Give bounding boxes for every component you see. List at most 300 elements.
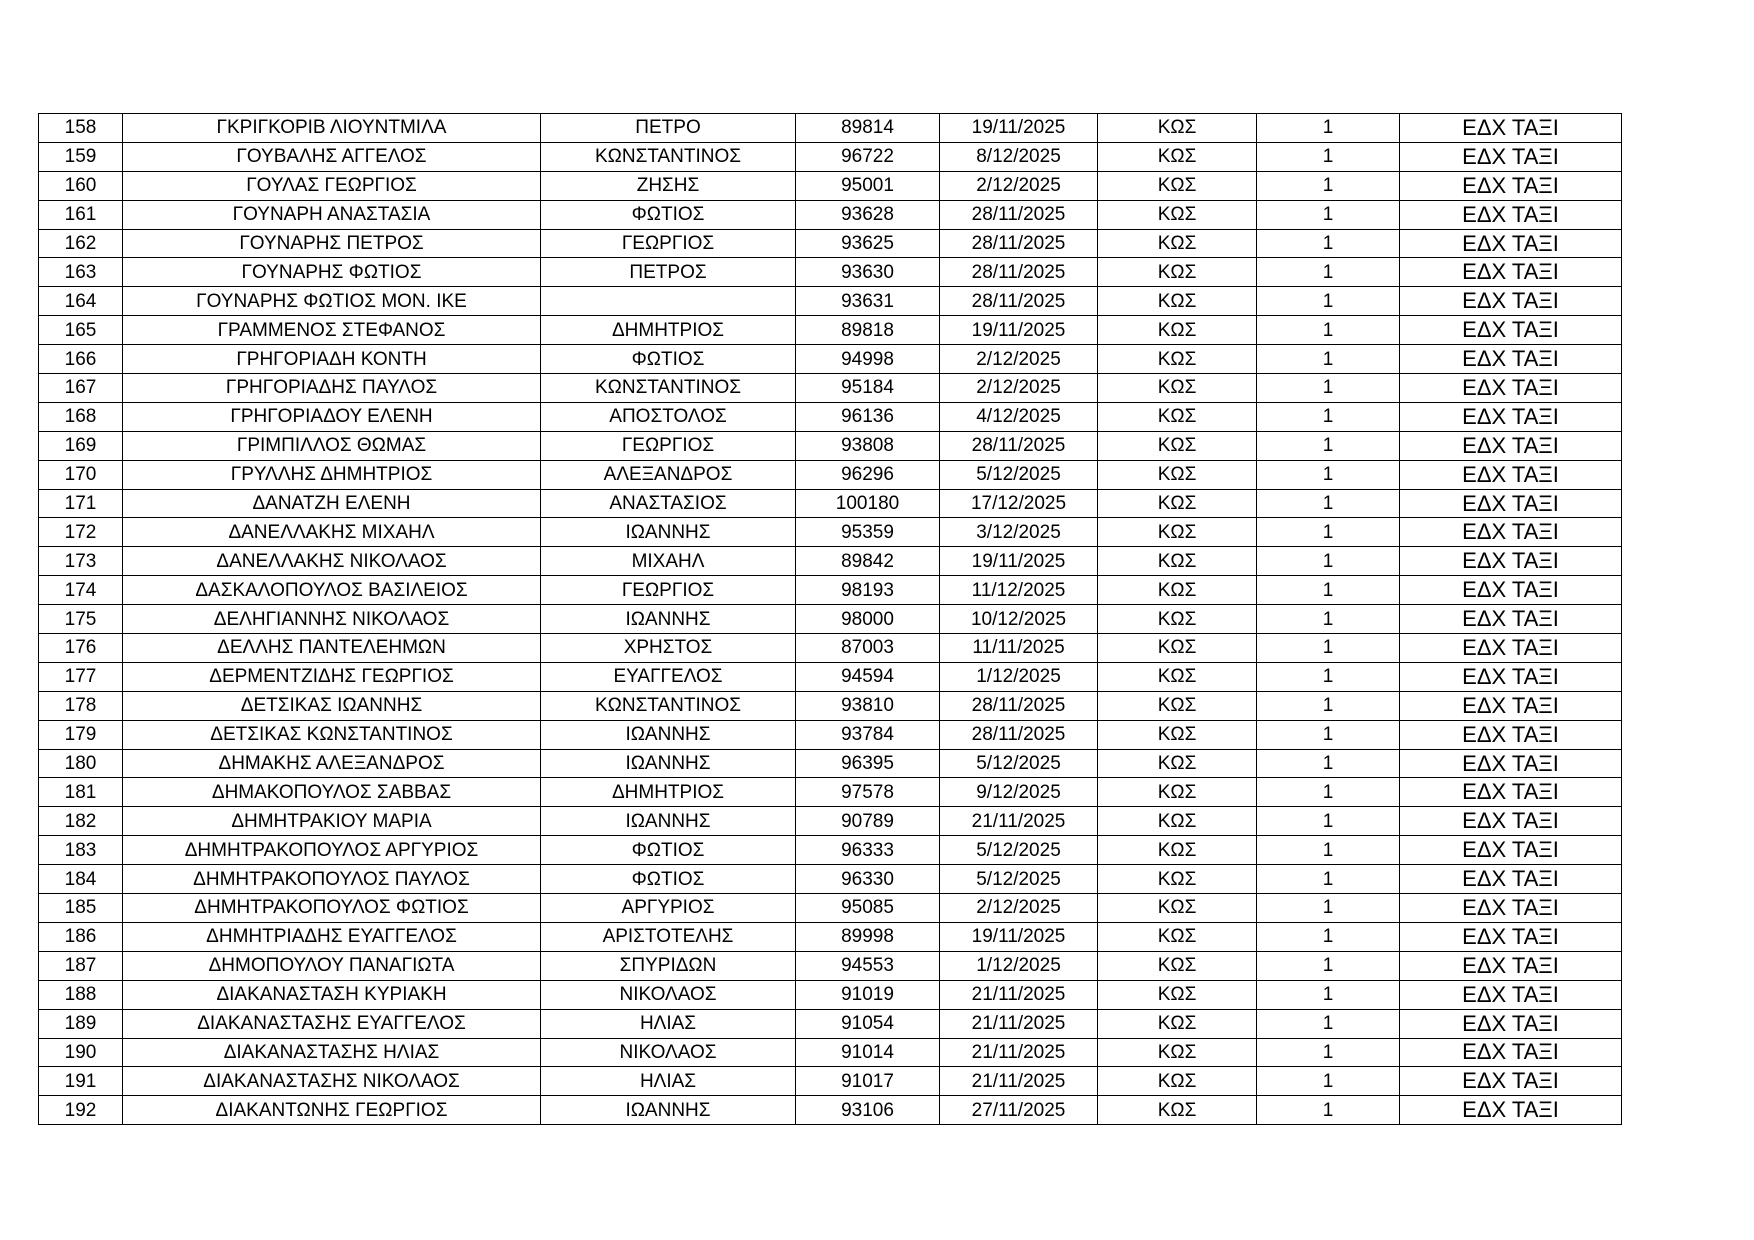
cell-full-name: ΔΗΜΗΤΡΑΚΟΠΟΥΛΟΣ ΑΡΓΥΡΙΟΣ	[123, 836, 541, 865]
cell-full-name: ΔΙΑΚΑΝΑΣΤΑΣΗ ΚΥΡΙΑΚΗ	[123, 980, 541, 1009]
cell-full-name: ΔΕΤΣΙΚΑΣ ΙΩΑΝΝΗΣ	[123, 691, 541, 720]
cell-row-number: 184	[39, 865, 123, 894]
cell-father-name: ΖΗΣΗΣ	[541, 171, 796, 200]
cell-full-name: ΔΑΝΕΛΛΑΚΗΣ ΝΙΚΟΛΑΟΣ	[123, 547, 541, 576]
cell-protocol-number: 89818	[796, 316, 940, 345]
cell-municipality: ΚΩΣ	[1098, 749, 1257, 778]
cell-count: 1	[1257, 200, 1400, 229]
cell-row-number: 171	[39, 489, 123, 518]
cell-count: 1	[1257, 720, 1400, 749]
cell-count: 1	[1257, 431, 1400, 460]
cell-row-number: 183	[39, 836, 123, 865]
cell-municipality: ΚΩΣ	[1098, 1096, 1257, 1125]
cell-municipality: ΚΩΣ	[1098, 894, 1257, 923]
cell-municipality: ΚΩΣ	[1098, 1038, 1257, 1067]
cell-category: ΕΔΧ ΤΑΞΙ	[1400, 258, 1622, 287]
table-row	[39, 634, 1622, 663]
table-row	[39, 171, 1622, 200]
cell-municipality: ΚΩΣ	[1098, 1009, 1257, 1038]
cell-father-name: ΜΙΧΑΗΛ	[541, 547, 796, 576]
cell-father-name: ΚΩΝΣΤΑΝΤΙΝΟΣ	[541, 374, 796, 403]
cell-date: 28/11/2025	[940, 720, 1098, 749]
cell-protocol-number: 98000	[796, 605, 940, 634]
cell-father-name: ΑΛΕΞΑΝΔΡΟΣ	[541, 460, 796, 489]
cell-count: 1	[1257, 316, 1400, 345]
records-table	[38, 113, 1622, 1125]
table-row	[39, 807, 1622, 836]
cell-father-name: ΚΩΝΣΤΑΝΤΙΝΟΣ	[541, 691, 796, 720]
cell-category: ΕΔΧ ΤΑΞΙ	[1400, 316, 1622, 345]
cell-date: 28/11/2025	[940, 200, 1098, 229]
cell-row-number: 177	[39, 662, 123, 691]
table-row	[39, 402, 1622, 431]
cell-row-number: 170	[39, 460, 123, 489]
cell-date: 19/11/2025	[940, 547, 1098, 576]
cell-row-number: 162	[39, 229, 123, 258]
cell-row-number: 188	[39, 980, 123, 1009]
table-row	[39, 518, 1622, 547]
cell-protocol-number: 89998	[796, 922, 940, 951]
cell-full-name: ΓΟΥΝΑΡΗΣ ΦΩΤΙΟΣ ΜΟΝ. ΙΚΕ	[123, 287, 541, 316]
cell-row-number: 192	[39, 1096, 123, 1125]
cell-municipality: ΚΩΣ	[1098, 547, 1257, 576]
table-row	[39, 229, 1622, 258]
cell-date: 28/11/2025	[940, 691, 1098, 720]
cell-count: 1	[1257, 142, 1400, 171]
cell-full-name: ΔΑΝΑΤΖΗ ΕΛΕΝΗ	[123, 489, 541, 518]
cell-protocol-number: 91017	[796, 1067, 940, 1096]
cell-protocol-number: 91054	[796, 1009, 940, 1038]
cell-full-name: ΓΡΗΓΟΡΙΑΔΗ ΚΟΝΤΗ	[123, 345, 541, 374]
table-row	[39, 922, 1622, 951]
cell-father-name: ΧΡΗΣΤΟΣ	[541, 634, 796, 663]
cell-father-name: ΙΩΑΝΝΗΣ	[541, 807, 796, 836]
cell-category: ΕΔΧ ΤΑΞΙ	[1400, 229, 1622, 258]
cell-row-number: 165	[39, 316, 123, 345]
cell-row-number: 178	[39, 691, 123, 720]
cell-row-number: 167	[39, 374, 123, 403]
cell-category: ΕΔΧ ΤΑΞΙ	[1400, 431, 1622, 460]
cell-municipality: ΚΩΣ	[1098, 142, 1257, 171]
cell-protocol-number: 94553	[796, 951, 940, 980]
cell-date: 28/11/2025	[940, 287, 1098, 316]
cell-date: 1/12/2025	[940, 662, 1098, 691]
cell-father-name: ΑΡΙΣΤΟΤΕΛΗΣ	[541, 922, 796, 951]
cell-category: ΕΔΧ ΤΑΞΙ	[1400, 1096, 1622, 1125]
cell-protocol-number: 97578	[796, 778, 940, 807]
cell-municipality: ΚΩΣ	[1098, 778, 1257, 807]
cell-category: ΕΔΧ ΤΑΞΙ	[1400, 1009, 1622, 1038]
cell-municipality: ΚΩΣ	[1098, 1067, 1257, 1096]
table-row	[39, 951, 1622, 980]
cell-municipality: ΚΩΣ	[1098, 605, 1257, 634]
cell-count: 1	[1257, 778, 1400, 807]
cell-date: 5/12/2025	[940, 836, 1098, 865]
table-row	[39, 576, 1622, 605]
table-row	[39, 836, 1622, 865]
cell-category: ΕΔΧ ΤΑΞΙ	[1400, 691, 1622, 720]
cell-row-number: 173	[39, 547, 123, 576]
cell-row-number: 185	[39, 894, 123, 923]
cell-full-name: ΓΚΡΙΓΚΟΡΙΒ ΛΙΟΥΝΤΜΙΛΑ	[123, 114, 541, 143]
cell-full-name: ΓΟΥΝΑΡΗΣ ΠΕΤΡΟΣ	[123, 229, 541, 258]
cell-category: ΕΔΧ ΤΑΞΙ	[1400, 374, 1622, 403]
cell-full-name: ΓΟΥΛΑΣ ΓΕΩΡΓΙΟΣ	[123, 171, 541, 200]
cell-full-name: ΓΡΗΓΟΡΙΑΔΗΣ ΠΑΥΛΟΣ	[123, 374, 541, 403]
cell-category: ΕΔΧ ΤΑΞΙ	[1400, 778, 1622, 807]
cell-count: 1	[1257, 547, 1400, 576]
table-row	[39, 287, 1622, 316]
cell-full-name: ΔΗΜΑΚΟΠΟΥΛΟΣ ΣΑΒΒΑΣ	[123, 778, 541, 807]
cell-date: 21/11/2025	[940, 980, 1098, 1009]
cell-municipality: ΚΩΣ	[1098, 691, 1257, 720]
table-row	[39, 547, 1622, 576]
cell-protocol-number: 98193	[796, 576, 940, 605]
cell-full-name: ΓΟΥΝΑΡΗΣ ΦΩΤΙΟΣ	[123, 258, 541, 287]
cell-row-number: 186	[39, 922, 123, 951]
cell-municipality: ΚΩΣ	[1098, 865, 1257, 894]
cell-full-name: ΔΙΑΚΑΝΑΣΤΑΣΗΣ ΕΥΑΓΓΕΛΟΣ	[123, 1009, 541, 1038]
cell-row-number: 158	[39, 114, 123, 143]
cell-row-number: 169	[39, 431, 123, 460]
cell-date: 3/12/2025	[940, 518, 1098, 547]
cell-category: ΕΔΧ ΤΑΞΙ	[1400, 114, 1622, 143]
cell-row-number: 172	[39, 518, 123, 547]
cell-municipality: ΚΩΣ	[1098, 316, 1257, 345]
cell-municipality: ΚΩΣ	[1098, 431, 1257, 460]
cell-municipality: ΚΩΣ	[1098, 836, 1257, 865]
table-row	[39, 778, 1622, 807]
cell-municipality: ΚΩΣ	[1098, 518, 1257, 547]
cell-father-name: ΑΡΓΥΡΙΟΣ	[541, 894, 796, 923]
table-row	[39, 200, 1622, 229]
cell-father-name: ΦΩΤΙΟΣ	[541, 865, 796, 894]
cell-row-number: 191	[39, 1067, 123, 1096]
cell-category: ΕΔΧ ΤΑΞΙ	[1400, 200, 1622, 229]
cell-father-name: ΓΕΩΡΓΙΟΣ	[541, 431, 796, 460]
cell-row-number: 166	[39, 345, 123, 374]
cell-father-name: ΗΛΙΑΣ	[541, 1009, 796, 1038]
cell-date: 28/11/2025	[940, 431, 1098, 460]
cell-father-name: ΚΩΝΣΤΑΝΤΙΝΟΣ	[541, 142, 796, 171]
cell-father-name	[541, 287, 796, 316]
cell-full-name: ΔΙΑΚΑΝΑΣΤΑΣΗΣ ΝΙΚΟΛΑΟΣ	[123, 1067, 541, 1096]
cell-count: 1	[1257, 980, 1400, 1009]
cell-protocol-number: 93625	[796, 229, 940, 258]
cell-row-number: 181	[39, 778, 123, 807]
cell-protocol-number: 95359	[796, 518, 940, 547]
cell-date: 4/12/2025	[940, 402, 1098, 431]
cell-father-name: ΙΩΑΝΝΗΣ	[541, 749, 796, 778]
cell-protocol-number: 93630	[796, 258, 940, 287]
cell-category: ΕΔΧ ΤΑΞΙ	[1400, 662, 1622, 691]
cell-category: ΕΔΧ ΤΑΞΙ	[1400, 345, 1622, 374]
cell-municipality: ΚΩΣ	[1098, 460, 1257, 489]
table-row	[39, 894, 1622, 923]
cell-protocol-number: 93628	[796, 200, 940, 229]
cell-protocol-number: 93808	[796, 431, 940, 460]
cell-count: 1	[1257, 662, 1400, 691]
cell-full-name: ΔΕΛΛΗΣ ΠΑΝΤΕΛΕΗΜΩΝ	[123, 634, 541, 663]
cell-date: 28/11/2025	[940, 258, 1098, 287]
cell-date: 27/11/2025	[940, 1096, 1098, 1125]
cell-count: 1	[1257, 1067, 1400, 1096]
cell-date: 1/12/2025	[940, 951, 1098, 980]
cell-count: 1	[1257, 258, 1400, 287]
table-row	[39, 720, 1622, 749]
cell-father-name: ΓΕΩΡΓΙΟΣ	[541, 229, 796, 258]
cell-father-name: ΝΙΚΟΛΑΟΣ	[541, 980, 796, 1009]
cell-count: 1	[1257, 576, 1400, 605]
table-row	[39, 980, 1622, 1009]
cell-protocol-number: 89814	[796, 114, 940, 143]
cell-category: ΕΔΧ ΤΑΞΙ	[1400, 1038, 1622, 1067]
cell-full-name: ΓΡΙΜΠΙΛΛΟΣ ΘΩΜΑΣ	[123, 431, 541, 460]
cell-protocol-number: 93810	[796, 691, 940, 720]
cell-full-name: ΓΡΥΛΛΗΣ ΔΗΜΗΤΡΙΟΣ	[123, 460, 541, 489]
cell-father-name: ΦΩΤΙΟΣ	[541, 200, 796, 229]
cell-row-number: 161	[39, 200, 123, 229]
cell-father-name: ΔΗΜΗΤΡΙΟΣ	[541, 778, 796, 807]
cell-count: 1	[1257, 865, 1400, 894]
cell-date: 17/12/2025	[940, 489, 1098, 518]
cell-count: 1	[1257, 287, 1400, 316]
cell-father-name: ΓΕΩΡΓΙΟΣ	[541, 576, 796, 605]
cell-municipality: ΚΩΣ	[1098, 980, 1257, 1009]
cell-category: ΕΔΧ ΤΑΞΙ	[1400, 922, 1622, 951]
cell-municipality: ΚΩΣ	[1098, 287, 1257, 316]
cell-full-name: ΓΟΥΒΑΛΗΣ ΑΓΓΕΛΟΣ	[123, 142, 541, 171]
cell-date: 21/11/2025	[940, 1038, 1098, 1067]
cell-count: 1	[1257, 807, 1400, 836]
table-row	[39, 1009, 1622, 1038]
cell-municipality: ΚΩΣ	[1098, 345, 1257, 374]
table-row	[39, 1038, 1622, 1067]
cell-protocol-number: 93784	[796, 720, 940, 749]
cell-category: ΕΔΧ ΤΑΞΙ	[1400, 634, 1622, 663]
cell-row-number: 159	[39, 142, 123, 171]
cell-count: 1	[1257, 171, 1400, 200]
cell-full-name: ΔΗΜΗΤΡΑΚΟΠΟΥΛΟΣ ΠΑΥΛΟΣ	[123, 865, 541, 894]
cell-date: 21/11/2025	[940, 1009, 1098, 1038]
cell-municipality: ΚΩΣ	[1098, 720, 1257, 749]
cell-protocol-number: 95184	[796, 374, 940, 403]
cell-category: ΕΔΧ ΤΑΞΙ	[1400, 749, 1622, 778]
cell-father-name: ΗΛΙΑΣ	[541, 1067, 796, 1096]
cell-count: 1	[1257, 518, 1400, 547]
cell-count: 1	[1257, 749, 1400, 778]
cell-father-name: ΕΥΑΓΓΕΛΟΣ	[541, 662, 796, 691]
cell-father-name: ΙΩΑΝΝΗΣ	[541, 605, 796, 634]
cell-row-number: 182	[39, 807, 123, 836]
cell-full-name: ΓΡΗΓΟΡΙΑΔΟΥ ΕΛΕΝΗ	[123, 402, 541, 431]
cell-row-number: 160	[39, 171, 123, 200]
cell-full-name: ΔΑΝΕΛΛΑΚΗΣ ΜΙΧΑΗΛ	[123, 518, 541, 547]
cell-municipality: ΚΩΣ	[1098, 576, 1257, 605]
cell-protocol-number: 95085	[796, 894, 940, 923]
cell-date: 2/12/2025	[940, 345, 1098, 374]
cell-date: 21/11/2025	[940, 807, 1098, 836]
cell-municipality: ΚΩΣ	[1098, 374, 1257, 403]
cell-full-name: ΔΗΜΗΤΡΑΚΟΠΟΥΛΟΣ ΦΩΤΙΟΣ	[123, 894, 541, 923]
table-row	[39, 142, 1622, 171]
cell-father-name: ΑΠΟΣΤΟΛΟΣ	[541, 402, 796, 431]
cell-date: 11/12/2025	[940, 576, 1098, 605]
table-row	[39, 114, 1622, 143]
cell-full-name: ΔΗΜΑΚΗΣ ΑΛΕΞΑΝΔΡΟΣ	[123, 749, 541, 778]
cell-row-number: 163	[39, 258, 123, 287]
cell-protocol-number: 93106	[796, 1096, 940, 1125]
cell-municipality: ΚΩΣ	[1098, 200, 1257, 229]
cell-father-name: ΙΩΑΝΝΗΣ	[541, 518, 796, 547]
cell-count: 1	[1257, 1096, 1400, 1125]
cell-category: ΕΔΧ ΤΑΞΙ	[1400, 951, 1622, 980]
cell-father-name: ΑΝΑΣΤΑΣΙΟΣ	[541, 489, 796, 518]
cell-municipality: ΚΩΣ	[1098, 489, 1257, 518]
cell-protocol-number: 96296	[796, 460, 940, 489]
cell-category: ΕΔΧ ΤΑΞΙ	[1400, 518, 1622, 547]
cell-count: 1	[1257, 1038, 1400, 1067]
cell-protocol-number: 96722	[796, 142, 940, 171]
cell-father-name: ΙΩΑΝΝΗΣ	[541, 720, 796, 749]
cell-row-number: 180	[39, 749, 123, 778]
cell-category: ΕΔΧ ΤΑΞΙ	[1400, 171, 1622, 200]
cell-row-number: 187	[39, 951, 123, 980]
cell-count: 1	[1257, 922, 1400, 951]
cell-protocol-number: 90789	[796, 807, 940, 836]
cell-father-name: ΦΩΤΙΟΣ	[541, 345, 796, 374]
cell-father-name: ΙΩΑΝΝΗΣ	[541, 1096, 796, 1125]
cell-row-number: 175	[39, 605, 123, 634]
cell-row-number: 190	[39, 1038, 123, 1067]
cell-municipality: ΚΩΣ	[1098, 229, 1257, 258]
cell-full-name: ΔΗΜΟΠΟΥΛΟΥ ΠΑΝΑΓΙΩΤΑ	[123, 951, 541, 980]
cell-date: 19/11/2025	[940, 316, 1098, 345]
cell-count: 1	[1257, 114, 1400, 143]
cell-municipality: ΚΩΣ	[1098, 662, 1257, 691]
table-row	[39, 489, 1622, 518]
table-row	[39, 374, 1622, 403]
cell-category: ΕΔΧ ΤΑΞΙ	[1400, 547, 1622, 576]
cell-date: 9/12/2025	[940, 778, 1098, 807]
table-row	[39, 460, 1622, 489]
cell-count: 1	[1257, 374, 1400, 403]
cell-father-name: ΠΕΤΡΟ	[541, 114, 796, 143]
cell-full-name: ΔΗΜΗΤΡΙΑΔΗΣ ΕΥΑΓΓΕΛΟΣ	[123, 922, 541, 951]
cell-count: 1	[1257, 836, 1400, 865]
table-row	[39, 1067, 1622, 1096]
cell-municipality: ΚΩΣ	[1098, 634, 1257, 663]
cell-count: 1	[1257, 460, 1400, 489]
cell-date: 2/12/2025	[940, 374, 1098, 403]
cell-date: 28/11/2025	[940, 229, 1098, 258]
cell-date: 2/12/2025	[940, 171, 1098, 200]
table-row	[39, 749, 1622, 778]
cell-full-name: ΔΕΡΜΕΝΤΖΙΔΗΣ ΓΕΩΡΓΙΟΣ	[123, 662, 541, 691]
cell-row-number: 179	[39, 720, 123, 749]
cell-row-number: 164	[39, 287, 123, 316]
cell-category: ΕΔΧ ΤΑΞΙ	[1400, 807, 1622, 836]
cell-municipality: ΚΩΣ	[1098, 807, 1257, 836]
table-row	[39, 316, 1622, 345]
table-row	[39, 662, 1622, 691]
cell-municipality: ΚΩΣ	[1098, 258, 1257, 287]
cell-category: ΕΔΧ ΤΑΞΙ	[1400, 576, 1622, 605]
cell-full-name: ΔΕΤΣΙΚΑΣ ΚΩΝΣΤΑΝΤΙΝΟΣ	[123, 720, 541, 749]
cell-municipality: ΚΩΣ	[1098, 171, 1257, 200]
cell-full-name: ΔΙΑΚΑΝΑΣΤΑΣΗΣ ΗΛΙΑΣ	[123, 1038, 541, 1067]
cell-category: ΕΔΧ ΤΑΞΙ	[1400, 865, 1622, 894]
cell-category: ΕΔΧ ΤΑΞΙ	[1400, 489, 1622, 518]
cell-full-name: ΔΙΑΚΑΝΤΩΝΗΣ ΓΕΩΡΓΙΟΣ	[123, 1096, 541, 1125]
cell-count: 1	[1257, 1009, 1400, 1038]
table-row	[39, 605, 1622, 634]
cell-protocol-number: 100180	[796, 489, 940, 518]
cell-count: 1	[1257, 605, 1400, 634]
cell-protocol-number: 87003	[796, 634, 940, 663]
cell-protocol-number: 91014	[796, 1038, 940, 1067]
cell-date: 21/11/2025	[940, 1067, 1098, 1096]
table-row	[39, 431, 1622, 460]
cell-protocol-number: 95001	[796, 171, 940, 200]
cell-full-name: ΔΗΜΗΤΡΑΚΙΟΥ ΜΑΡΙΑ	[123, 807, 541, 836]
table-row	[39, 258, 1622, 287]
cell-protocol-number: 93631	[796, 287, 940, 316]
cell-date: 5/12/2025	[940, 460, 1098, 489]
cell-protocol-number: 89842	[796, 547, 940, 576]
table-body	[39, 114, 1622, 1125]
cell-father-name: ΝΙΚΟΛΑΟΣ	[541, 1038, 796, 1067]
cell-count: 1	[1257, 489, 1400, 518]
cell-full-name: ΔΕΛΗΓΙΑΝΝΗΣ ΝΙΚΟΛΑΟΣ	[123, 605, 541, 634]
cell-date: 5/12/2025	[940, 749, 1098, 778]
cell-category: ΕΔΧ ΤΑΞΙ	[1400, 142, 1622, 171]
table-row	[39, 691, 1622, 720]
cell-protocol-number: 96136	[796, 402, 940, 431]
cell-row-number: 168	[39, 402, 123, 431]
cell-father-name: ΔΗΜΗΤΡΙΟΣ	[541, 316, 796, 345]
table-row	[39, 865, 1622, 894]
cell-date: 19/11/2025	[940, 922, 1098, 951]
cell-municipality: ΚΩΣ	[1098, 951, 1257, 980]
cell-father-name: ΠΕΤΡΟΣ	[541, 258, 796, 287]
cell-date: 19/11/2025	[940, 114, 1098, 143]
cell-category: ΕΔΧ ΤΑΞΙ	[1400, 720, 1622, 749]
cell-row-number: 174	[39, 576, 123, 605]
cell-count: 1	[1257, 691, 1400, 720]
cell-date: 10/12/2025	[940, 605, 1098, 634]
cell-category: ΕΔΧ ΤΑΞΙ	[1400, 605, 1622, 634]
cell-category: ΕΔΧ ΤΑΞΙ	[1400, 1067, 1622, 1096]
cell-municipality: ΚΩΣ	[1098, 402, 1257, 431]
cell-protocol-number: 94594	[796, 662, 940, 691]
cell-count: 1	[1257, 634, 1400, 663]
cell-protocol-number: 96395	[796, 749, 940, 778]
cell-protocol-number: 96330	[796, 865, 940, 894]
cell-protocol-number: 94998	[796, 345, 940, 374]
cell-full-name: ΓΟΥΝΑΡΗ ΑΝΑΣΤΑΣΙΑ	[123, 200, 541, 229]
cell-count: 1	[1257, 229, 1400, 258]
cell-row-number: 176	[39, 634, 123, 663]
cell-father-name: ΦΩΤΙΟΣ	[541, 836, 796, 865]
cell-category: ΕΔΧ ΤΑΞΙ	[1400, 402, 1622, 431]
table-row	[39, 1096, 1622, 1125]
cell-date: 11/11/2025	[940, 634, 1098, 663]
cell-count: 1	[1257, 894, 1400, 923]
cell-category: ΕΔΧ ΤΑΞΙ	[1400, 980, 1622, 1009]
cell-protocol-number: 96333	[796, 836, 940, 865]
cell-date: 8/12/2025	[940, 142, 1098, 171]
